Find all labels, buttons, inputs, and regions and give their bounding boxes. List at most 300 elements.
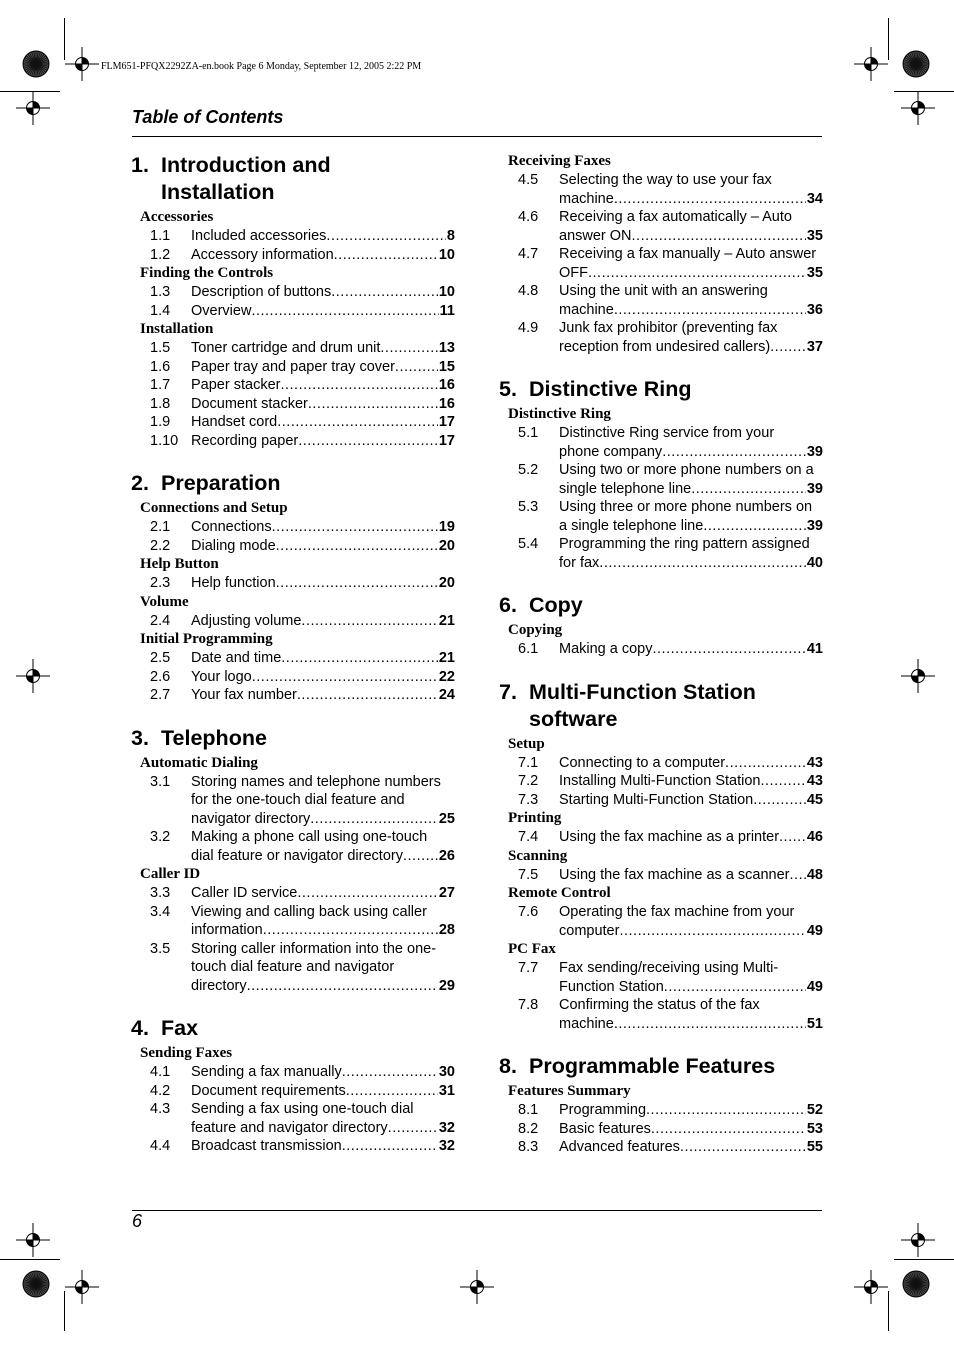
entry-number: 1.8 xyxy=(150,395,171,412)
entry-title-line: Programming the ring pattern assigned xyxy=(559,536,810,552)
entry-body xyxy=(191,518,455,537)
toc-column-right xyxy=(499,152,823,1157)
toc-entry xyxy=(131,686,455,705)
toc-entry xyxy=(499,772,823,791)
entry-number: 7.2 xyxy=(518,773,539,789)
toc-entry xyxy=(131,649,455,668)
entry-title-last-line xyxy=(191,1063,455,1082)
entry-title-last-line xyxy=(559,517,823,536)
page-ref: 52 xyxy=(806,1102,823,1118)
entry-number: 4.8 xyxy=(518,283,539,299)
dot-leader xyxy=(280,376,437,395)
chapter-title-text xyxy=(529,376,823,403)
page-ref: 30 xyxy=(438,1064,455,1080)
page-ref: 51 xyxy=(806,1015,823,1032)
color-bar-starburst xyxy=(22,50,50,78)
entry-title-line: OFF xyxy=(559,264,588,281)
entry-title-last-line xyxy=(191,413,455,432)
entry-body xyxy=(191,1137,455,1156)
entry-body xyxy=(191,358,455,377)
entry-title-last-line xyxy=(559,978,823,997)
entry-body xyxy=(559,996,823,1033)
entry-number: 1.5 xyxy=(150,340,171,356)
toc-entry xyxy=(131,537,455,556)
chapter-number: 6. xyxy=(499,593,517,617)
dot-leader xyxy=(632,227,806,246)
entry-title-line: Connections xyxy=(191,519,272,535)
entry-title-line: Confirming the status of the fax xyxy=(559,997,760,1013)
footer-rule xyxy=(132,1210,822,1211)
entry-number: 1.3 xyxy=(150,284,171,300)
dot-leader xyxy=(388,1119,438,1138)
entry-body xyxy=(191,283,455,302)
toc-entry xyxy=(499,640,823,659)
entry-title-line: Operating the fax machine from your xyxy=(559,904,795,920)
entry-title-line: Fax sending/receiving using Multi- xyxy=(559,960,779,976)
toc-entry xyxy=(131,283,455,302)
dot-leader xyxy=(276,537,438,556)
page-ref: 28 xyxy=(438,922,455,938)
dot-leader xyxy=(308,395,438,414)
entry-body xyxy=(559,828,823,847)
crop-mark xyxy=(64,1291,65,1331)
entry-title-last-line xyxy=(191,1137,455,1156)
entry-title-line: phone company xyxy=(559,443,663,460)
entry-body xyxy=(191,686,455,705)
entry-body xyxy=(191,612,455,631)
registration-crosshair xyxy=(65,47,99,81)
dot-leader xyxy=(247,977,438,996)
entry-title-last-line xyxy=(559,301,823,320)
entry-body xyxy=(559,791,823,810)
page-ref: 55 xyxy=(806,1139,823,1155)
chapter-title-line: Distinctive Ring xyxy=(529,377,692,401)
entry-title-line: Caller ID service xyxy=(191,885,298,901)
entry-title-line: Document stacker xyxy=(191,395,308,412)
dot-leader xyxy=(619,922,805,941)
toc-entry xyxy=(499,498,823,535)
entry-body xyxy=(191,649,455,668)
entry-body xyxy=(191,574,455,593)
section-heading: Installation xyxy=(140,321,214,337)
section-heading: Volume xyxy=(140,593,189,610)
entry-body xyxy=(559,903,823,940)
toc-entry xyxy=(131,518,455,537)
entry-title-line: Broadcast transmission xyxy=(191,1138,342,1154)
dot-leader xyxy=(281,649,438,668)
registration-crosshair xyxy=(16,659,50,693)
entry-title-line: Sending a fax using one-touch dial xyxy=(191,1101,414,1117)
page-ref: 8 xyxy=(446,228,455,244)
entry-title-line: information xyxy=(191,922,263,938)
entry-title-last-line xyxy=(559,772,823,791)
entry-number: 4.5 xyxy=(518,172,539,188)
entry-title-last-line xyxy=(191,612,455,631)
registration-crosshair xyxy=(901,91,935,125)
page-ref: 21 xyxy=(438,612,455,629)
entry-title-last-line xyxy=(191,649,455,668)
page-ref: 22 xyxy=(438,668,455,685)
chapter-title-line: Fax xyxy=(161,1016,199,1040)
toc-column-left xyxy=(131,152,455,1156)
chapter-title xyxy=(131,1015,455,1042)
entry-title-line: machine xyxy=(559,190,614,207)
entry-title-line: Function Station xyxy=(559,978,664,995)
page-ref: 48 xyxy=(806,866,823,883)
page-ref: 49 xyxy=(806,922,823,939)
entry-number: 7.7 xyxy=(518,960,539,976)
entry-body xyxy=(559,1138,823,1157)
section-heading: Help Button xyxy=(140,556,219,572)
page-ref: 27 xyxy=(438,885,455,901)
entry-title-line: Making a phone call using one-touch xyxy=(191,829,428,845)
crop-mark xyxy=(0,91,60,92)
entry-title-last-line xyxy=(191,432,455,451)
entry-title-last-line xyxy=(559,1138,823,1157)
crop-mark xyxy=(894,1259,954,1260)
chapter-title xyxy=(499,679,823,733)
entry-number: 3.5 xyxy=(150,940,171,957)
entry-title-line: Using three or more phone numbers on xyxy=(559,499,813,515)
entry-title-last-line xyxy=(559,264,823,283)
entry-title-last-line xyxy=(559,640,823,659)
entry-title-last-line xyxy=(559,1015,823,1034)
chapter-title-text xyxy=(161,1015,455,1042)
running-head: Table of Contents xyxy=(132,107,284,127)
entry-title-line: Starting Multi-Function Station xyxy=(559,791,754,808)
dot-leader xyxy=(276,574,438,593)
toc-entry xyxy=(499,535,823,572)
entry-title-line: Accessory information xyxy=(191,246,334,263)
entry-title-last-line xyxy=(191,358,455,377)
page-ref: 16 xyxy=(438,377,455,393)
dot-leader xyxy=(263,921,438,940)
entry-title-last-line xyxy=(559,754,823,773)
chapter-number: 3. xyxy=(131,725,149,750)
section-heading: PC Fax xyxy=(508,941,556,957)
entry-title-line: Recording paper xyxy=(191,432,299,449)
chapter-title xyxy=(131,470,455,497)
chapter-title-text xyxy=(529,1053,823,1080)
entry-title-line: touch dial feature and navigator xyxy=(191,959,395,975)
chapter-title xyxy=(499,592,823,619)
entry-title-line: Your fax number xyxy=(191,687,297,703)
page-ref: 32 xyxy=(438,1119,455,1136)
entry-body xyxy=(191,773,455,829)
chapter-number: 8. xyxy=(499,1054,517,1078)
entry-number: 1.10 xyxy=(150,432,179,449)
registration-crosshair xyxy=(854,47,888,81)
entry-body xyxy=(559,208,823,245)
dot-leader xyxy=(334,246,438,265)
dot-leader xyxy=(403,847,438,866)
entry-body xyxy=(191,537,455,556)
entry-title-last-line xyxy=(191,847,455,866)
dot-leader xyxy=(272,518,438,537)
toc-entry xyxy=(499,424,823,461)
entry-body xyxy=(559,754,823,773)
entry-body xyxy=(191,376,455,395)
registration-crosshair xyxy=(16,1223,50,1257)
entry-title-line: Included accessories xyxy=(191,228,327,244)
entry-number: 2.5 xyxy=(150,650,171,666)
dot-leader xyxy=(725,754,806,773)
entry-number: 4.3 xyxy=(150,1101,171,1117)
entry-body xyxy=(191,884,455,903)
toc-entry xyxy=(499,461,823,498)
entry-body xyxy=(191,395,455,414)
toc-entry xyxy=(499,959,823,996)
entry-title-last-line xyxy=(559,922,823,941)
dot-leader xyxy=(326,227,446,246)
page-ref: 25 xyxy=(438,810,455,827)
entry-body xyxy=(559,498,823,535)
print-job-info: FLM651-PFQX2292ZA-en.book Page 6 Monday, September 12, 2005 2:22 PM xyxy=(101,61,422,72)
entry-body xyxy=(559,1101,823,1120)
toc-entry xyxy=(131,413,455,432)
crop-mark xyxy=(0,1259,60,1260)
dot-leader xyxy=(298,432,438,451)
entry-title-last-line xyxy=(191,1082,455,1101)
page-ref: 49 xyxy=(806,978,823,995)
toc-chapter xyxy=(499,679,823,1034)
toc-entry xyxy=(499,828,823,847)
page-ref: 39 xyxy=(806,517,823,534)
toc-chapter xyxy=(131,470,455,705)
chapter-title-line: Installation xyxy=(161,180,275,204)
entry-body xyxy=(191,432,455,451)
entry-title-line: feature and navigator directory xyxy=(191,1119,388,1136)
entry-title-last-line xyxy=(191,227,455,246)
entry-title-last-line xyxy=(191,574,455,593)
chapter-title xyxy=(499,1053,823,1080)
entry-number: 7.1 xyxy=(518,754,539,771)
dot-leader xyxy=(770,338,806,357)
chapter-title-line: Copy xyxy=(529,593,583,617)
page-ref: 39 xyxy=(806,480,823,497)
chapter-number: 2. xyxy=(131,471,149,495)
page-ref: 10 xyxy=(438,246,455,263)
toc-entry xyxy=(499,171,823,208)
entry-body xyxy=(559,424,823,461)
color-bar-starburst xyxy=(22,1270,50,1298)
entry-number: 4.7 xyxy=(518,246,539,262)
page-ref: 17 xyxy=(438,414,455,430)
entry-title-line: Storing names and telephone numbers xyxy=(191,773,441,790)
toc-entry xyxy=(131,773,455,829)
page-ref: 20 xyxy=(438,537,455,554)
entry-title-line: Making a copy xyxy=(559,641,653,657)
entry-title-line: computer xyxy=(559,922,620,939)
color-bar-starburst xyxy=(902,1270,930,1298)
toc-chapter xyxy=(131,725,455,996)
toc-chapter xyxy=(499,152,823,356)
dot-leader xyxy=(614,1015,806,1034)
entry-title-line: Using the fax machine as a printer xyxy=(559,829,780,845)
header-rule xyxy=(132,136,822,137)
color-bar-starburst xyxy=(902,50,930,78)
toc-entry xyxy=(131,1137,455,1156)
toc-entry xyxy=(499,1120,823,1139)
entry-title-line: Storing caller information into the one- xyxy=(191,940,437,957)
toc-entry xyxy=(131,1063,455,1082)
toc-chapter xyxy=(131,152,455,450)
page-ref: 29 xyxy=(438,977,455,994)
toc-entry xyxy=(131,884,455,903)
entry-number: 3.2 xyxy=(150,829,171,845)
entry-number: 2.1 xyxy=(150,519,171,535)
section-heading: Initial Programming xyxy=(140,631,273,647)
toc-entry xyxy=(499,996,823,1033)
entry-body xyxy=(559,461,823,498)
dot-leader xyxy=(297,686,438,705)
dot-leader xyxy=(346,1082,438,1101)
entry-body xyxy=(559,535,823,572)
page-ref: 41 xyxy=(806,641,823,657)
chapter-number: 5. xyxy=(499,377,517,401)
entry-title-line: reception from undesired callers) xyxy=(559,338,771,355)
section-heading: Printing xyxy=(508,810,562,826)
toc-entry xyxy=(131,940,455,996)
toc-entry xyxy=(131,612,455,631)
entry-title-last-line xyxy=(559,480,823,499)
dot-leader xyxy=(790,866,806,885)
dot-leader xyxy=(331,283,438,302)
entry-number: 6.1 xyxy=(518,641,539,657)
page-ref: 32 xyxy=(438,1138,455,1154)
entry-title-last-line xyxy=(191,283,455,302)
entry-number: 7.8 xyxy=(518,997,539,1013)
entry-title-line: answer ON xyxy=(559,227,632,244)
section-heading: Automatic Dialing xyxy=(140,754,258,771)
dot-leader xyxy=(703,517,806,536)
chapter-number: 7. xyxy=(499,679,517,704)
toc-entry xyxy=(499,791,823,810)
entry-title-last-line xyxy=(191,921,455,940)
entry-title-line: machine xyxy=(559,301,614,318)
section-heading: Remote Control xyxy=(508,885,611,901)
entry-title-last-line xyxy=(191,339,455,358)
entry-number: 2.7 xyxy=(150,687,171,703)
chapter-title-text xyxy=(161,725,455,752)
entry-number: 7.4 xyxy=(518,829,539,845)
entry-title-line: Paper stacker xyxy=(191,377,281,393)
entry-title-last-line xyxy=(559,866,823,885)
entry-number: 4.4 xyxy=(150,1138,171,1154)
entry-body xyxy=(191,668,455,687)
entry-number: 5.4 xyxy=(518,536,539,552)
entry-title-line: Selecting the way to use your fax xyxy=(559,172,772,188)
dot-leader xyxy=(342,1063,438,1082)
entry-body xyxy=(191,940,455,996)
chapter-title-line: Introduction and xyxy=(161,153,331,177)
toc-entry xyxy=(499,754,823,773)
entry-number: 1.6 xyxy=(150,358,171,375)
dot-leader xyxy=(614,301,806,320)
entry-title-line: directory xyxy=(191,977,247,994)
entry-number: 1.9 xyxy=(150,414,171,430)
entry-number: 2.2 xyxy=(150,537,171,554)
dot-leader xyxy=(753,791,806,810)
dot-leader xyxy=(691,480,806,499)
section-heading: Accessories xyxy=(140,209,214,225)
toc-entry xyxy=(131,828,455,865)
entry-body xyxy=(559,640,823,659)
page-ref: 43 xyxy=(806,773,823,789)
entry-body xyxy=(559,772,823,791)
chapter-title-line: Multi-Function Station xyxy=(529,679,756,704)
entry-title-last-line xyxy=(191,376,455,395)
dot-leader xyxy=(395,358,438,377)
dot-leader xyxy=(252,668,438,687)
entry-body xyxy=(191,339,455,358)
toc-entry xyxy=(131,302,455,321)
chapter-title-text xyxy=(161,152,455,206)
page-ref: 35 xyxy=(806,227,823,244)
section-heading: Setup xyxy=(508,735,545,752)
dot-leader xyxy=(680,1138,806,1157)
entry-body xyxy=(559,866,823,885)
entry-title-last-line xyxy=(191,1119,455,1138)
page-ref: 37 xyxy=(806,338,823,355)
page-ref: 10 xyxy=(438,284,455,300)
chapter-title-line: Programmable Features xyxy=(529,1054,776,1078)
entry-number: 5.3 xyxy=(518,499,539,515)
section-heading: Finding the Controls xyxy=(140,265,274,281)
entry-title-line: Advanced features xyxy=(559,1139,680,1155)
entry-title-last-line xyxy=(559,338,823,357)
dot-leader xyxy=(301,612,437,631)
entry-number: 1.4 xyxy=(150,302,171,319)
toc-entry xyxy=(499,208,823,245)
page-ref: 39 xyxy=(806,443,823,460)
page-ref: 45 xyxy=(806,791,823,808)
page-ref: 16 xyxy=(438,395,455,412)
entry-title-last-line xyxy=(191,884,455,903)
toc-entry xyxy=(131,1082,455,1101)
registration-crosshair xyxy=(65,1270,99,1304)
page-number: 6 xyxy=(132,1211,143,1231)
toc-entry xyxy=(131,339,455,358)
toc-chapter xyxy=(131,1015,455,1156)
entry-title-last-line xyxy=(559,443,823,462)
chapter-title-line: Telephone xyxy=(161,725,267,750)
entry-title-line: Overview xyxy=(191,302,252,319)
entry-number: 4.1 xyxy=(150,1064,171,1080)
entry-title-line: Connecting to a computer xyxy=(559,754,726,771)
entry-title-last-line xyxy=(191,686,455,705)
dot-leader xyxy=(664,978,806,997)
dot-leader xyxy=(761,772,806,791)
entry-title-line: Date and time xyxy=(191,650,282,666)
entry-title-line: Using the unit with an answering xyxy=(559,283,768,299)
chapter-title xyxy=(131,152,455,206)
toc-chapter xyxy=(499,376,823,572)
dot-leader xyxy=(599,554,806,573)
dot-leader xyxy=(651,1120,806,1139)
section-heading: Connections and Setup xyxy=(140,500,288,516)
entry-title-line: a single telephone line xyxy=(559,517,704,534)
toc-entry xyxy=(131,668,455,687)
chapter-title-line: software xyxy=(529,706,618,731)
entry-title-line: Receiving a fax manually – Auto answer xyxy=(559,246,817,262)
entry-title-line: Document requirements xyxy=(191,1082,346,1099)
toc-entry xyxy=(499,1101,823,1120)
entry-title-last-line xyxy=(191,810,455,829)
page-ref: 11 xyxy=(439,302,455,319)
entry-number: 3.1 xyxy=(150,773,171,790)
entry-number: 1.7 xyxy=(150,377,171,393)
